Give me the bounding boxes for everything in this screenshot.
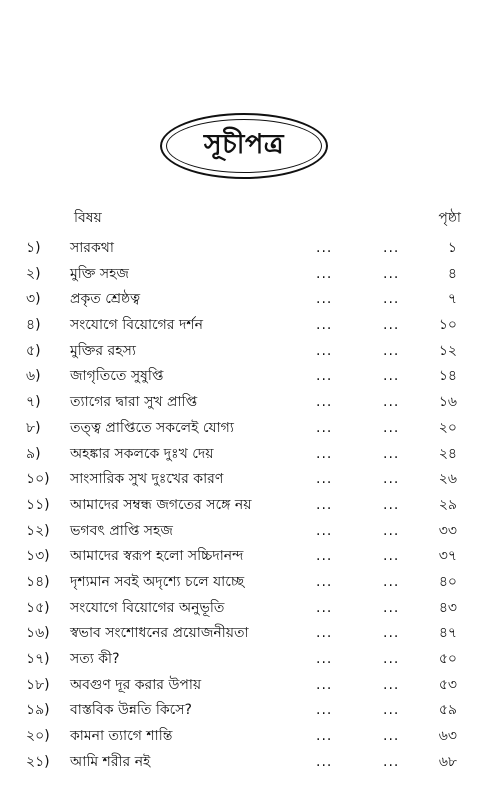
leader-dots: ... xyxy=(316,471,333,488)
leader-dots: ... xyxy=(316,291,333,308)
leader-dots: ... xyxy=(316,496,333,513)
toc-item-title: দৃশ্যমান সবই অদৃশ্যে চলে যাচ্ছে xyxy=(70,573,245,590)
toc-row xyxy=(0,673,491,699)
toc-item-title: আমাদের সম্বন্ধ জগতের সঙ্গে নয় xyxy=(70,496,252,513)
toc-item-number: ১) xyxy=(26,240,41,256)
toc-row xyxy=(0,621,491,647)
toc-row xyxy=(0,596,491,622)
toc-row xyxy=(0,750,491,776)
leader-dots: ... xyxy=(383,471,400,488)
toc-item-page: ৪৩ xyxy=(438,599,457,616)
toc-item-page: ১ xyxy=(447,240,457,256)
toc-item-title: কামনা ত্যাগে শান্তি xyxy=(70,728,173,745)
toc-item-page: ৭ xyxy=(447,291,457,308)
toc-item-title: অহঙ্কার সকলকে দুঃখ দেয় xyxy=(70,445,214,462)
toc-item-number: ২১) xyxy=(26,753,50,770)
toc-item-number: ১৪) xyxy=(26,573,50,590)
toc-row xyxy=(0,339,491,365)
leader-dots: ... xyxy=(316,342,333,359)
toc-item-page: ৪০ xyxy=(438,573,457,590)
toc-item-page: ৫৯ xyxy=(438,702,457,719)
toc-row xyxy=(0,236,491,262)
toc-row xyxy=(0,647,491,673)
leader-dots: ... xyxy=(383,291,400,308)
leader-dots: ... xyxy=(316,368,333,385)
toc-item-title: সংযোগে বিয়োগের দর্শন xyxy=(70,317,203,334)
toc-row xyxy=(0,570,491,596)
toc-item-page: ৩৩ xyxy=(438,522,457,539)
leader-dots: ... xyxy=(383,496,400,513)
toc-item-page: ৫০ xyxy=(438,651,457,667)
leader-dots: ... xyxy=(383,265,400,282)
leader-dots: ... xyxy=(383,317,400,334)
toc-item-page: ২৬ xyxy=(438,471,457,488)
toc-item-page: ২০ xyxy=(438,419,457,436)
leader-dots: ... xyxy=(383,753,400,770)
toc-row xyxy=(0,416,491,442)
toc-item-number: ৯) xyxy=(26,445,41,462)
toc-item-number: ৭) xyxy=(26,394,41,411)
toc-item-page: ৫৩ xyxy=(438,676,457,693)
toc-item-title: ত্যাগের দ্বারা সুখ প্রাপ্তি xyxy=(70,394,198,411)
toc-item-page: ১৪ xyxy=(438,368,457,385)
toc-item-number: ২) xyxy=(26,265,41,282)
toc-item-page: ২৪ xyxy=(438,445,457,462)
toc-item-number: ১৬) xyxy=(26,625,50,642)
toc-item-number: ১৭) xyxy=(26,651,50,667)
toc-item-title: সারকথা xyxy=(70,240,114,256)
toc-item-title: মুক্তির রহস্য xyxy=(70,342,136,359)
leader-dots: ... xyxy=(383,342,400,359)
toc-item-number: ১২) xyxy=(26,522,50,539)
leader-dots: ... xyxy=(316,240,333,256)
leader-dots: ... xyxy=(316,625,333,642)
toc-item-number: ১৯) xyxy=(26,702,50,719)
toc-item-page: ৬৮ xyxy=(438,753,457,770)
page-column-header: পৃষ্ঠা xyxy=(438,210,461,226)
subject-column-header: বিষয় xyxy=(74,210,102,226)
leader-dots: ... xyxy=(316,522,333,539)
toc-item-page: ২৯ xyxy=(438,496,457,513)
table-of-contents xyxy=(0,236,491,775)
toc-row xyxy=(0,262,491,288)
leader-dots: ... xyxy=(383,625,400,642)
toc-row xyxy=(0,724,491,750)
toc-item-number: ১১) xyxy=(26,496,50,513)
toc-item-title: মুক্তি সহজ xyxy=(70,265,129,282)
toc-item-title: আমি শরীর নই xyxy=(70,753,151,770)
leader-dots: ... xyxy=(316,419,333,436)
toc-row xyxy=(0,519,491,545)
leader-dots: ... xyxy=(316,265,333,282)
toc-row xyxy=(0,544,491,570)
leader-dots: ... xyxy=(383,368,400,385)
leader-dots: ... xyxy=(316,753,333,770)
toc-row xyxy=(0,467,491,493)
toc-item-page: ১৬ xyxy=(438,394,457,411)
toc-row xyxy=(0,313,491,339)
toc-item-number: ১০) xyxy=(26,471,50,488)
toc-item-page: ১০ xyxy=(438,317,457,334)
leader-dots: ... xyxy=(316,548,333,565)
title-oval-frame xyxy=(160,113,328,179)
leader-dots: ... xyxy=(383,522,400,539)
toc-item-title: তত্ত্ব প্রাপ্তিতে সকলেই যোগ্য xyxy=(70,419,234,436)
toc-item-title: প্রকৃত শ্রেষ্ঠত্ব xyxy=(70,291,141,308)
toc-item-number: ২০) xyxy=(26,728,50,745)
leader-dots: ... xyxy=(316,728,333,745)
leader-dots: ... xyxy=(383,445,400,462)
leader-dots: ... xyxy=(383,573,400,590)
toc-item-title: বাস্তবিক উন্নতি কিসে? xyxy=(70,702,192,719)
leader-dots: ... xyxy=(383,599,400,616)
leader-dots: ... xyxy=(316,394,333,411)
toc-item-title: ভগবৎ প্রাপ্তি সহজ xyxy=(70,522,173,539)
toc-item-number: ১৩) xyxy=(26,548,50,565)
leader-dots: ... xyxy=(316,317,333,334)
toc-item-number: ৪) xyxy=(26,317,41,334)
toc-item-number: ১৮) xyxy=(26,676,50,693)
leader-dots: ... xyxy=(383,676,400,693)
toc-item-page: ১২ xyxy=(438,342,457,359)
leader-dots: ... xyxy=(383,548,400,565)
toc-item-number: ১৫) xyxy=(26,599,50,616)
toc-row xyxy=(0,390,491,416)
leader-dots: ... xyxy=(383,728,400,745)
toc-item-title: সংযোগে বিয়োগের অনুভূতি xyxy=(70,599,225,616)
toc-row xyxy=(0,442,491,468)
leader-dots: ... xyxy=(316,445,333,462)
toc-item-title: সাংসারিক সুখ দুঃখের কারণ xyxy=(70,471,224,488)
leader-dots: ... xyxy=(316,702,333,719)
toc-row xyxy=(0,364,491,390)
leader-dots: ... xyxy=(383,240,400,256)
leader-dots: ... xyxy=(316,573,333,590)
toc-item-title: জাগৃতিতে সুষুপ্তি xyxy=(70,368,164,385)
toc-row xyxy=(0,698,491,724)
toc-item-page: ৪৭ xyxy=(438,625,457,642)
leader-dots: ... xyxy=(383,651,400,667)
toc-item-number: ৬) xyxy=(26,368,41,385)
toc-item-title: সত্য কী? xyxy=(70,651,120,667)
leader-dots: ... xyxy=(383,702,400,719)
toc-item-title: আমাদের স্বরূপ হলো সচ্চিদানন্দ xyxy=(70,548,244,565)
page-title: সূচীপত্র xyxy=(203,128,285,160)
toc-item-page: ৬৩ xyxy=(438,728,457,745)
leader-dots: ... xyxy=(316,676,333,693)
toc-item-number: ৫) xyxy=(26,342,41,359)
toc-row xyxy=(0,493,491,519)
toc-item-page: ৩৭ xyxy=(438,548,457,565)
toc-item-number: ৩) xyxy=(26,291,41,308)
toc-item-title: স্বভাব সংশোধনের প্রয়োজনীয়তা xyxy=(70,625,249,642)
toc-row xyxy=(0,287,491,313)
toc-item-page: ৪ xyxy=(447,265,457,282)
leader-dots: ... xyxy=(383,419,400,436)
toc-item-number: ৮) xyxy=(26,419,41,436)
toc-item-title: অবগুণ দূর করার উপায় xyxy=(70,676,202,693)
leader-dots: ... xyxy=(316,599,333,616)
leader-dots: ... xyxy=(383,394,400,411)
leader-dots: ... xyxy=(316,651,333,667)
